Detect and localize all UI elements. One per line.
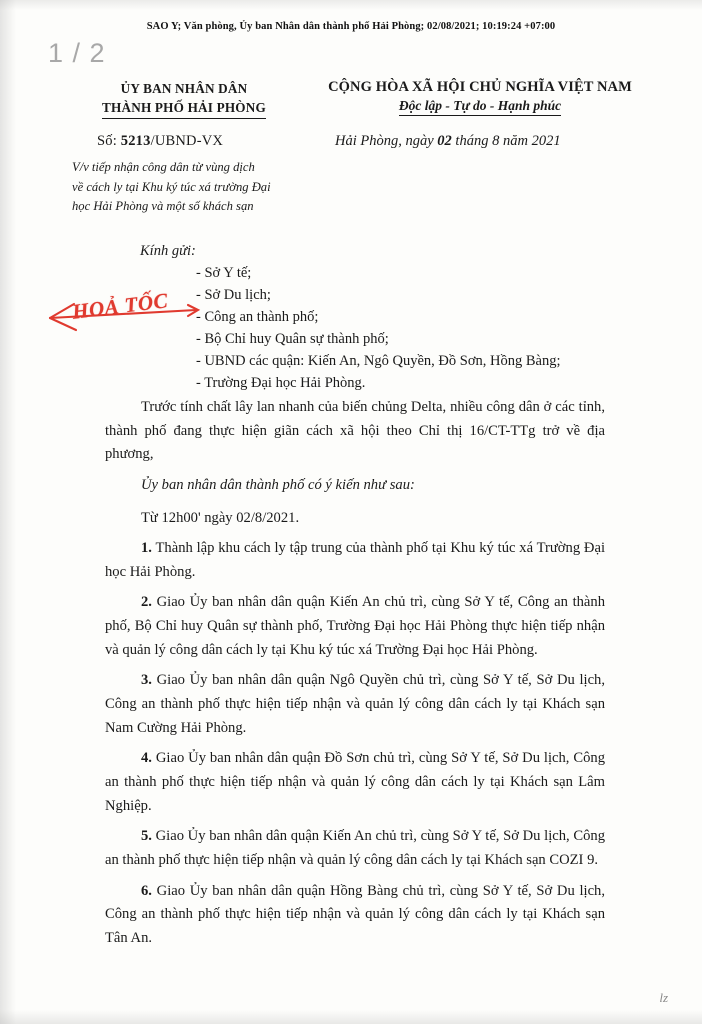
subject-line-3: học Hải Phòng và một số khách sạn — [72, 199, 254, 214]
body-item-6 — [105, 880, 605, 951]
body-item-3-number: 3. — [141, 672, 152, 689]
subject-line-1: V/v tiếp nhận công dân từ vùng dịch — [72, 160, 255, 174]
date-month: 8 — [492, 133, 500, 149]
document-body — [105, 396, 605, 957]
list-item: - Sở Du lịch; — [196, 287, 271, 304]
body-item-5-number: 5. — [141, 828, 152, 845]
national-heading-line1: CỘNG HÒA XÃ HỘI CHỦ NGHĨA VIỆT NAM — [328, 79, 632, 95]
document-number-suffix: /UBND-VX — [150, 133, 224, 149]
body-item-3 — [105, 669, 605, 740]
body-item-1 — [105, 537, 605, 584]
issuing-authority-line2: THÀNH PHỐ HẢI PHÒNG — [102, 98, 266, 119]
body-item-6-number: 6. — [141, 882, 152, 899]
issuing-authority-line1: ỦY BAN NHÂN DÂN — [120, 81, 248, 96]
document-number-value: 5213 — [120, 133, 151, 149]
list-item: - Bộ Chỉ huy Quân sự thành phố; — [196, 331, 389, 348]
body-item-2 — [105, 591, 605, 662]
list-item: - UBND các quận: Kiến An, Ngô Quyền, Đồ Sơn, Hồng Bàng; — [196, 353, 561, 370]
body-item-1-number: 1. — [141, 540, 152, 557]
date-year: 2021 — [531, 133, 561, 149]
national-heading-line2: Độc lập - Tự do - Hạnh phúc — [399, 98, 561, 116]
subject-line-2: về cách ly tại Khu ký túc xá trường Đại — [72, 179, 271, 194]
body-statement: Ủy ban nhân dân thành phố có ý kiến như sau: — [141, 476, 415, 493]
urgent-stamp-label: HOẢ TỐC — [70, 288, 170, 324]
list-item: - Sở Y tế; — [196, 265, 252, 281]
body-item-4 — [105, 747, 605, 818]
body-item-4-number: 4. — [141, 750, 152, 767]
page-number: 1 / 2 — [48, 38, 106, 68]
body-item-2-number: 2. — [141, 594, 152, 611]
national-heading — [300, 79, 660, 116]
month-label: tháng — [451, 133, 493, 149]
footer-handwritten-mark: lz — [659, 990, 668, 1005]
place-prefix: Hải Phòng, ngày — [335, 133, 438, 149]
year-label: năm — [499, 133, 532, 149]
list-item: - Công an thành phố; — [196, 309, 319, 326]
certified-copy-stamp-text: SAO Y; Văn phòng, Ủy ban Nhân dân thành phố Hải Phòng; 02/08/2021; 10:19:24 +07:00 — [146, 21, 556, 32]
recipients-title: Kính gửi: — [140, 243, 196, 259]
recipients-list — [196, 262, 560, 394]
list-item: - Trường Đại học Hải Phòng. — [196, 375, 366, 392]
date-day: 02 — [437, 133, 452, 149]
document-number — [97, 133, 223, 150]
body-item-1-text: Thành lập khu cách ly tập trung của thành phố tại Khu ký túc xá Trường Đại học Hải Phòng. — [105, 540, 605, 580]
urgent-stamp — [38, 288, 203, 340]
body-item-2-text: Giao Ủy ban nhân dân quận Kiến An chủ trì, cùng Sở Y tế, Công an thành phố, Bộ Chỉ huy Quân sự thành phố, Trường Đại học Hải Phòng thực hiện tiếp nhận và quản lý công dân cách ly tại Khu ký túc xá Trường Đại học Hải Phòng. — [105, 594, 605, 658]
page-edge-shadow-bottom — [0, 1010, 702, 1024]
page-edge-shadow-top — [0, 0, 702, 10]
place-and-date — [335, 133, 561, 150]
body-item-6-text: Giao Ủy ban nhân dân quận Hồng Bàng chủ trì, cùng Sở Y tế, Sở Du lịch, Công an thành phố thực hiện tiếp nhận và quản lý công dân cách ly tại Khách sạn Tân An. — [105, 882, 605, 946]
document-subject — [72, 158, 307, 217]
document-number-prefix: Số: — [97, 133, 121, 149]
issuing-authority — [84, 79, 284, 119]
body-item-4-text: Giao Ủy ban nhân dân quận Đồ Sơn chủ trì, cùng Sở Y tế, Sở Du lịch, Công an thành phố thực hiện tiếp nhận và quản lý công dân cách ly tại Khách sạn Lâm Nghiệp. — [105, 750, 605, 814]
page-edge-shadow-left — [0, 0, 16, 1024]
body-item-5 — [105, 825, 605, 872]
body-item-5-text: Giao Ủy ban nhân dân quận Kiến An chủ trì, cùng Sở Y tế, Sở Du lịch, Công an thành phố thực hiện tiếp nhận và quản lý công dân cách ly tại Khách sạn COZI 9. — [105, 828, 605, 868]
body-item-3-text: Giao Ủy ban nhân dân quận Ngô Quyền chủ trì, cùng Sở Y tế, Sở Du lịch, Công an thành phố thực hiện tiếp nhận và quản lý công dân cách ly tại Khách sạn Nam Cường Hải Phòng. — [105, 672, 605, 736]
body-intro: Trước tính chất lây lan nhanh của biến chủng Delta, nhiều công dân ở các tỉnh, thành phố đang thực hiện giãn cách xã hội theo Chỉ thị 16/CT-TTg trở về địa phương, — [105, 399, 605, 463]
body-effective-time: Từ 12h00' ngày 02/8/2021. — [141, 509, 300, 526]
